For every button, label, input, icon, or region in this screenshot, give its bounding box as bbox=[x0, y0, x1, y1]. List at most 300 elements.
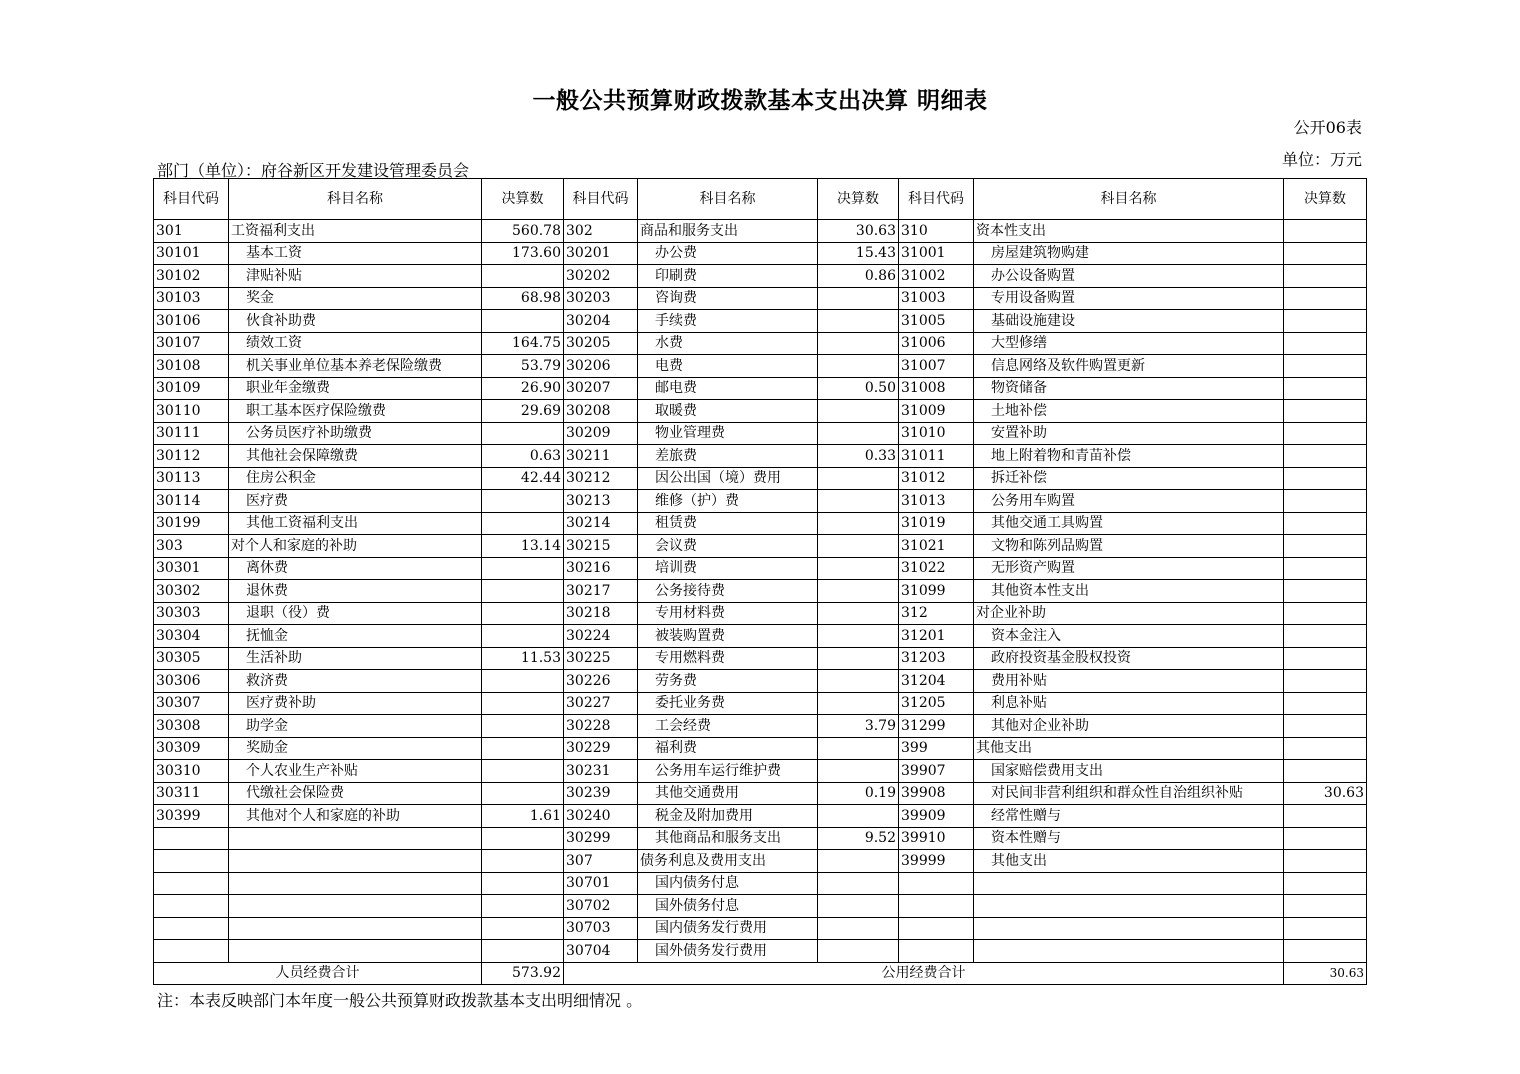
name-cell: 公务用车运行维护费 bbox=[638, 760, 818, 783]
name-cell: 对个人和家庭的补助 bbox=[229, 535, 482, 558]
code-cell: 30102 bbox=[154, 265, 229, 288]
amount-cell bbox=[482, 737, 564, 760]
code-cell: 31201 bbox=[899, 625, 974, 648]
amount-cell bbox=[482, 310, 564, 333]
table-row bbox=[154, 310, 1367, 333]
name-cell: 基础设施建设 bbox=[974, 310, 1284, 333]
amount-cell bbox=[818, 422, 899, 445]
amount-cell: 15.43 bbox=[818, 242, 899, 265]
page-title: 一般公共预算财政拨款基本支出决算 明细表 bbox=[532, 87, 988, 114]
code-cell: 30107 bbox=[154, 332, 229, 355]
name-cell: 税金及附加费用 bbox=[638, 805, 818, 828]
amount-cell bbox=[818, 310, 899, 333]
table-row bbox=[154, 332, 1367, 355]
code-cell: 30306 bbox=[154, 670, 229, 693]
code-cell: 30226 bbox=[564, 670, 638, 693]
name-cell: 生活补助 bbox=[229, 647, 482, 670]
name-cell: 伙食补助费 bbox=[229, 310, 482, 333]
table-row bbox=[154, 895, 1367, 918]
amount-cell: 164.75 bbox=[482, 332, 564, 355]
amount-cell bbox=[482, 917, 564, 940]
header-cell: 科目代码 bbox=[154, 179, 229, 220]
code-cell: 30311 bbox=[154, 782, 229, 805]
code-cell: 31299 bbox=[899, 715, 974, 738]
code-cell: 30205 bbox=[564, 332, 638, 355]
table-row bbox=[154, 355, 1367, 378]
name-cell: 退休费 bbox=[229, 580, 482, 603]
table-row bbox=[154, 940, 1367, 963]
amount-cell bbox=[482, 512, 564, 535]
name-cell: 债务利息及费用支出 bbox=[638, 850, 818, 873]
amount-cell bbox=[482, 692, 564, 715]
code-cell: 30225 bbox=[564, 647, 638, 670]
department-label: 部门（单位）：府谷新区开发建设管理委员会 bbox=[157, 161, 470, 180]
code-cell: 30701 bbox=[564, 872, 638, 895]
code-cell: 30240 bbox=[564, 805, 638, 828]
code-cell: 31009 bbox=[899, 400, 974, 423]
name-cell: 其他商品和服务支出 bbox=[638, 827, 818, 850]
code-cell: 30702 bbox=[564, 895, 638, 918]
table-row bbox=[154, 445, 1367, 468]
amount-cell bbox=[818, 760, 899, 783]
amount-cell bbox=[482, 422, 564, 445]
code-cell: 30106 bbox=[154, 310, 229, 333]
name-cell bbox=[974, 917, 1284, 940]
name-cell: 经常性赠与 bbox=[974, 805, 1284, 828]
code-cell: 31013 bbox=[899, 490, 974, 513]
name-cell: 被装购置费 bbox=[638, 625, 818, 648]
amount-cell bbox=[1284, 850, 1367, 873]
table-row bbox=[154, 377, 1367, 400]
code-cell: 30231 bbox=[564, 760, 638, 783]
header-cell: 决算数 bbox=[1284, 179, 1367, 220]
name-cell: 咨询费 bbox=[638, 287, 818, 310]
table-row bbox=[154, 782, 1367, 805]
name-cell: 职业年金缴费 bbox=[229, 377, 482, 400]
amount-cell bbox=[482, 827, 564, 850]
name-cell: 因公出国（境）费用 bbox=[638, 467, 818, 490]
name-cell: 医疗费补助 bbox=[229, 692, 482, 715]
name-cell: 职工基本医疗保险缴费 bbox=[229, 400, 482, 423]
name-cell: 工资福利支出 bbox=[229, 220, 482, 243]
code-cell: 31011 bbox=[899, 445, 974, 468]
table-row bbox=[154, 242, 1367, 265]
name-cell: 工会经费 bbox=[638, 715, 818, 738]
name-cell: 对民间非营利组织和群众性自治组织补贴 bbox=[974, 782, 1284, 805]
name-cell: 商品和服务支出 bbox=[638, 220, 818, 243]
table-row bbox=[154, 467, 1367, 490]
table-row bbox=[154, 512, 1367, 535]
code-cell: 30213 bbox=[564, 490, 638, 513]
amount-cell bbox=[1284, 580, 1367, 603]
amount-cell bbox=[818, 692, 899, 715]
amount-cell bbox=[482, 715, 564, 738]
table-row bbox=[154, 805, 1367, 828]
code-cell: 39999 bbox=[899, 850, 974, 873]
personnel-total-label: 人员经费合计 bbox=[154, 962, 482, 985]
code-cell: 30207 bbox=[564, 377, 638, 400]
amount-cell bbox=[482, 760, 564, 783]
name-cell: 政府投资基金股权投资 bbox=[974, 647, 1284, 670]
name-cell: 其他交通费用 bbox=[638, 782, 818, 805]
name-cell bbox=[229, 917, 482, 940]
amount-cell bbox=[818, 670, 899, 693]
name-cell: 办公费 bbox=[638, 242, 818, 265]
code-cell: 31006 bbox=[899, 332, 974, 355]
code-cell: 31204 bbox=[899, 670, 974, 693]
table-row bbox=[154, 422, 1367, 445]
amount-cell bbox=[482, 670, 564, 693]
name-cell: 维修（护）费 bbox=[638, 490, 818, 513]
amount-cell bbox=[482, 625, 564, 648]
code-cell: 30114 bbox=[154, 490, 229, 513]
amount-cell bbox=[818, 625, 899, 648]
code-cell: 30215 bbox=[564, 535, 638, 558]
code-cell: 30303 bbox=[154, 602, 229, 625]
amount-cell bbox=[818, 355, 899, 378]
name-cell: 国内债务发行费用 bbox=[638, 917, 818, 940]
amount-cell bbox=[818, 490, 899, 513]
code-cell bbox=[154, 895, 229, 918]
amount-cell bbox=[1284, 332, 1367, 355]
amount-cell: 0.50 bbox=[818, 377, 899, 400]
table-row bbox=[154, 580, 1367, 603]
amount-cell bbox=[1284, 467, 1367, 490]
table-row bbox=[154, 760, 1367, 783]
code-cell: 31008 bbox=[899, 377, 974, 400]
code-cell: 30227 bbox=[564, 692, 638, 715]
name-cell: 机关事业单位基本养老保险缴费 bbox=[229, 355, 482, 378]
header-cell: 科目代码 bbox=[899, 179, 974, 220]
name-cell: 退职（役）费 bbox=[229, 602, 482, 625]
name-cell: 委托业务费 bbox=[638, 692, 818, 715]
name-cell: 信息网络及软件购置更新 bbox=[974, 355, 1284, 378]
name-cell bbox=[229, 940, 482, 963]
code-cell: 30202 bbox=[564, 265, 638, 288]
code-cell: 303 bbox=[154, 535, 229, 558]
public-total-value: 30.63 bbox=[1284, 962, 1367, 985]
code-cell: 30301 bbox=[154, 557, 229, 580]
code-cell bbox=[154, 850, 229, 873]
table-row bbox=[154, 850, 1367, 873]
amount-cell bbox=[1284, 490, 1367, 513]
code-cell: 30199 bbox=[154, 512, 229, 535]
name-cell: 资本性支出 bbox=[974, 220, 1284, 243]
amount-cell bbox=[1284, 895, 1367, 918]
code-cell bbox=[154, 917, 229, 940]
code-cell: 30229 bbox=[564, 737, 638, 760]
amount-cell: 560.78 bbox=[482, 220, 564, 243]
amount-cell: 11.53 bbox=[482, 647, 564, 670]
table-row bbox=[154, 220, 1367, 243]
amount-cell bbox=[1284, 400, 1367, 423]
name-cell: 办公设备购置 bbox=[974, 265, 1284, 288]
code-cell: 30103 bbox=[154, 287, 229, 310]
amount-cell bbox=[1284, 557, 1367, 580]
header-cell: 科目名称 bbox=[638, 179, 818, 220]
name-cell: 其他支出 bbox=[974, 737, 1284, 760]
code-cell bbox=[154, 872, 229, 895]
header-row bbox=[154, 179, 1367, 220]
code-cell: 30239 bbox=[564, 782, 638, 805]
code-cell: 30201 bbox=[564, 242, 638, 265]
amount-cell bbox=[818, 512, 899, 535]
name-cell: 文物和陈列品购置 bbox=[974, 535, 1284, 558]
amount-cell bbox=[818, 895, 899, 918]
amount-cell bbox=[482, 490, 564, 513]
code-cell: 31205 bbox=[899, 692, 974, 715]
amount-cell bbox=[818, 602, 899, 625]
amount-cell bbox=[818, 400, 899, 423]
name-cell: 土地补偿 bbox=[974, 400, 1284, 423]
amount-cell bbox=[482, 265, 564, 288]
code-cell: 30111 bbox=[154, 422, 229, 445]
code-cell: 31022 bbox=[899, 557, 974, 580]
name-cell: 租赁费 bbox=[638, 512, 818, 535]
name-cell: 公务员医疗补助缴费 bbox=[229, 422, 482, 445]
code-cell: 302 bbox=[564, 220, 638, 243]
amount-cell bbox=[818, 467, 899, 490]
code-cell: 30304 bbox=[154, 625, 229, 648]
code-cell: 399 bbox=[899, 737, 974, 760]
code-cell: 30208 bbox=[564, 400, 638, 423]
amount-cell: 173.60 bbox=[482, 242, 564, 265]
name-cell: 国内债务付息 bbox=[638, 872, 818, 895]
table-row bbox=[154, 602, 1367, 625]
name-cell: 住房公积金 bbox=[229, 467, 482, 490]
name-cell: 电费 bbox=[638, 355, 818, 378]
amount-cell bbox=[818, 940, 899, 963]
amount-cell bbox=[1284, 692, 1367, 715]
code-cell: 30310 bbox=[154, 760, 229, 783]
amount-cell bbox=[818, 580, 899, 603]
amount-cell bbox=[482, 850, 564, 873]
name-cell: 奖励金 bbox=[229, 737, 482, 760]
amount-cell bbox=[818, 287, 899, 310]
amount-cell: 42.44 bbox=[482, 467, 564, 490]
code-cell: 30399 bbox=[154, 805, 229, 828]
code-cell: 30299 bbox=[564, 827, 638, 850]
code-cell: 31002 bbox=[899, 265, 974, 288]
code-cell: 30206 bbox=[564, 355, 638, 378]
amount-cell bbox=[818, 805, 899, 828]
table-row bbox=[154, 917, 1367, 940]
amount-cell bbox=[1284, 805, 1367, 828]
name-cell: 培训费 bbox=[638, 557, 818, 580]
table-row bbox=[154, 557, 1367, 580]
code-cell: 30224 bbox=[564, 625, 638, 648]
amount-cell: 30.63 bbox=[1284, 782, 1367, 805]
name-cell bbox=[229, 872, 482, 895]
amount-cell: 0.33 bbox=[818, 445, 899, 468]
name-cell: 地上附着物和青苗补偿 bbox=[974, 445, 1284, 468]
name-cell: 专用燃料费 bbox=[638, 647, 818, 670]
amount-cell: 68.98 bbox=[482, 287, 564, 310]
amount-cell bbox=[818, 872, 899, 895]
amount-cell bbox=[1284, 827, 1367, 850]
amount-cell bbox=[1284, 535, 1367, 558]
amount-cell bbox=[1284, 220, 1367, 243]
code-cell: 30216 bbox=[564, 557, 638, 580]
name-cell: 取暖费 bbox=[638, 400, 818, 423]
header-cell: 科目名称 bbox=[974, 179, 1284, 220]
table-row bbox=[154, 625, 1367, 648]
expenditure-table bbox=[153, 178, 1367, 985]
name-cell: 专用设备购置 bbox=[974, 287, 1284, 310]
name-cell: 对企业补助 bbox=[974, 602, 1284, 625]
name-cell bbox=[229, 895, 482, 918]
code-cell: 30217 bbox=[564, 580, 638, 603]
amount-cell bbox=[1284, 760, 1367, 783]
footnote: 注：本表反映部门本年度一般公共预算财政拨款基本支出明细情况 。 bbox=[157, 991, 643, 1010]
name-cell bbox=[229, 827, 482, 850]
amount-cell: 1.61 bbox=[482, 805, 564, 828]
table-row bbox=[154, 400, 1367, 423]
name-cell bbox=[229, 850, 482, 873]
code-cell: 30108 bbox=[154, 355, 229, 378]
code-cell: 31007 bbox=[899, 355, 974, 378]
amount-cell: 29.69 bbox=[482, 400, 564, 423]
amount-cell bbox=[1284, 242, 1367, 265]
name-cell: 其他交通工具购置 bbox=[974, 512, 1284, 535]
amount-cell bbox=[1284, 715, 1367, 738]
code-cell: 30110 bbox=[154, 400, 229, 423]
name-cell: 资本金注入 bbox=[974, 625, 1284, 648]
name-cell: 国家赔偿费用支出 bbox=[974, 760, 1284, 783]
name-cell: 医疗费 bbox=[229, 490, 482, 513]
code-cell: 39910 bbox=[899, 827, 974, 850]
code-cell: 30309 bbox=[154, 737, 229, 760]
amount-cell bbox=[482, 557, 564, 580]
amount-cell bbox=[1284, 872, 1367, 895]
code-cell: 30214 bbox=[564, 512, 638, 535]
code-cell: 30704 bbox=[564, 940, 638, 963]
name-cell: 费用补贴 bbox=[974, 670, 1284, 693]
amount-cell: 13.14 bbox=[482, 535, 564, 558]
name-cell: 利息补贴 bbox=[974, 692, 1284, 715]
name-cell: 基本工资 bbox=[229, 242, 482, 265]
amount-cell bbox=[1284, 670, 1367, 693]
code-cell bbox=[899, 917, 974, 940]
code-cell: 31003 bbox=[899, 287, 974, 310]
amount-cell bbox=[818, 332, 899, 355]
code-cell: 30112 bbox=[154, 445, 229, 468]
name-cell: 手续费 bbox=[638, 310, 818, 333]
code-cell: 30308 bbox=[154, 715, 229, 738]
table-row bbox=[154, 670, 1367, 693]
code-cell: 307 bbox=[564, 850, 638, 873]
name-cell: 差旅费 bbox=[638, 445, 818, 468]
amount-cell bbox=[818, 850, 899, 873]
header-cell: 科目代码 bbox=[564, 179, 638, 220]
code-cell: 30302 bbox=[154, 580, 229, 603]
amount-cell bbox=[1284, 625, 1367, 648]
amount-cell: 0.63 bbox=[482, 445, 564, 468]
code-cell bbox=[154, 827, 229, 850]
code-cell: 310 bbox=[899, 220, 974, 243]
name-cell: 房屋建筑物购建 bbox=[974, 242, 1284, 265]
name-cell: 专用材料费 bbox=[638, 602, 818, 625]
amount-cell bbox=[1284, 377, 1367, 400]
code-cell: 30703 bbox=[564, 917, 638, 940]
code-cell: 39909 bbox=[899, 805, 974, 828]
code-cell: 31010 bbox=[899, 422, 974, 445]
name-cell: 其他对企业补助 bbox=[974, 715, 1284, 738]
amount-cell bbox=[482, 602, 564, 625]
name-cell: 物业管理费 bbox=[638, 422, 818, 445]
name-cell: 离休费 bbox=[229, 557, 482, 580]
amount-cell bbox=[1284, 940, 1367, 963]
name-cell: 助学金 bbox=[229, 715, 482, 738]
amount-cell: 26.90 bbox=[482, 377, 564, 400]
amount-cell bbox=[1284, 737, 1367, 760]
amount-cell bbox=[818, 557, 899, 580]
table-row bbox=[154, 535, 1367, 558]
code-cell: 31021 bbox=[899, 535, 974, 558]
code-cell: 31012 bbox=[899, 467, 974, 490]
name-cell: 救济费 bbox=[229, 670, 482, 693]
name-cell: 国外债务发行费用 bbox=[638, 940, 818, 963]
table-row bbox=[154, 715, 1367, 738]
name-cell: 其他社会保障缴费 bbox=[229, 445, 482, 468]
amount-cell bbox=[1284, 512, 1367, 535]
code-cell: 30211 bbox=[564, 445, 638, 468]
name-cell: 福利费 bbox=[638, 737, 818, 760]
code-cell: 31005 bbox=[899, 310, 974, 333]
table-row bbox=[154, 647, 1367, 670]
header-cell: 决算数 bbox=[482, 179, 564, 220]
name-cell: 国外债务付息 bbox=[638, 895, 818, 918]
amount-cell bbox=[818, 917, 899, 940]
code-cell bbox=[899, 872, 974, 895]
name-cell: 公务接待费 bbox=[638, 580, 818, 603]
code-cell: 30218 bbox=[564, 602, 638, 625]
amount-cell: 30.63 bbox=[818, 220, 899, 243]
amount-cell bbox=[482, 782, 564, 805]
table-row bbox=[154, 265, 1367, 288]
amount-cell bbox=[818, 535, 899, 558]
code-cell: 39907 bbox=[899, 760, 974, 783]
code-cell: 39908 bbox=[899, 782, 974, 805]
name-cell: 资本性赠与 bbox=[974, 827, 1284, 850]
unit-label: 单位：万元 bbox=[1281, 150, 1362, 169]
name-cell: 其他支出 bbox=[974, 850, 1284, 873]
code-cell: 31019 bbox=[899, 512, 974, 535]
form-code: 公开06表 bbox=[1293, 118, 1362, 137]
amount-cell bbox=[1284, 445, 1367, 468]
name-cell: 绩效工资 bbox=[229, 332, 482, 355]
name-cell: 印刷费 bbox=[638, 265, 818, 288]
amount-cell bbox=[482, 580, 564, 603]
name-cell: 水费 bbox=[638, 332, 818, 355]
name-cell: 拆迁补偿 bbox=[974, 467, 1284, 490]
name-cell: 大型修缮 bbox=[974, 332, 1284, 355]
code-cell: 31203 bbox=[899, 647, 974, 670]
name-cell: 奖金 bbox=[229, 287, 482, 310]
name-cell: 物资储备 bbox=[974, 377, 1284, 400]
amount-cell bbox=[818, 737, 899, 760]
amount-cell: 9.52 bbox=[818, 827, 899, 850]
personnel-total-value: 573.92 bbox=[482, 962, 564, 985]
table-row bbox=[154, 692, 1367, 715]
code-cell: 30109 bbox=[154, 377, 229, 400]
table-row bbox=[154, 287, 1367, 310]
name-cell: 其他工资福利支出 bbox=[229, 512, 482, 535]
amount-cell bbox=[1284, 602, 1367, 625]
amount-cell bbox=[1284, 355, 1367, 378]
code-cell: 30228 bbox=[564, 715, 638, 738]
amount-cell: 53.79 bbox=[482, 355, 564, 378]
